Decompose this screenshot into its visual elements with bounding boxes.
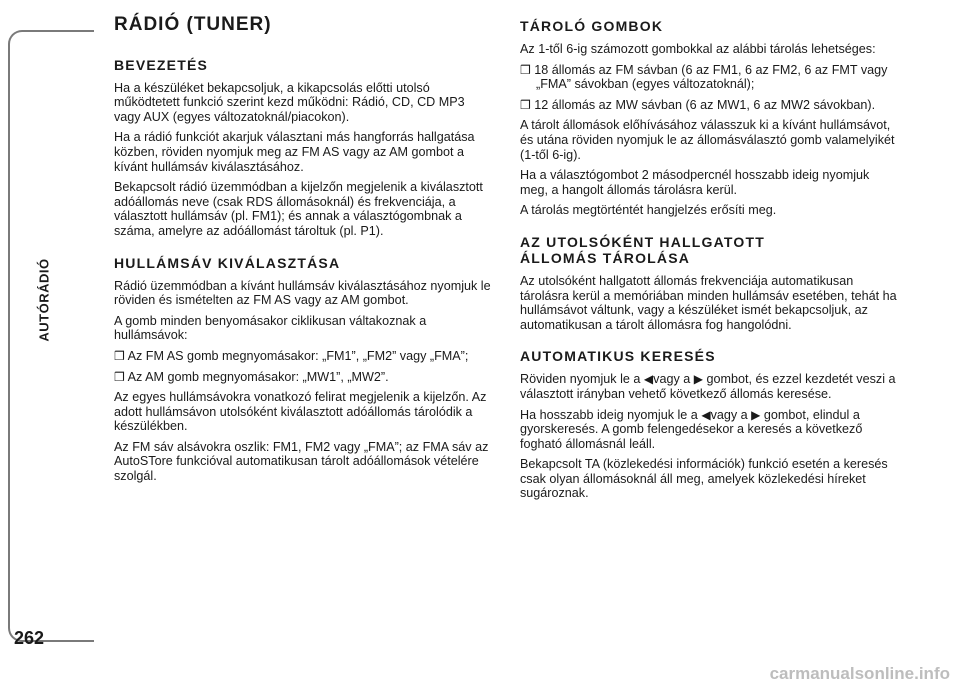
checkbox-bullet-icon: ❒ (520, 97, 531, 112)
store-paragraph-3: Ha a választógombot 2 másodpercnél hosszabb ideig nyomjuk meg, a hangolt állomás tárolásra kerül. (520, 168, 870, 197)
band-bullet-2: ❒ Az AM gomb megnyomásakor: „MW1”, „MW2”. (114, 369, 389, 384)
checkbox-bullet-icon: ❒ (520, 62, 531, 77)
band-paragraph-4: Az FM sáv alsávokra oszlik: FM1, FM2 vagy „FMA”; az FMA sáv az AutoSTore funkcióval automatikusan tárolt adóállomások vételére szolgál. (114, 439, 489, 484)
left-arrow-icon: ◀ (701, 407, 711, 422)
right-arrow-icon: ▶ (693, 372, 703, 387)
auto-search-paragraph-2: Ha hosszabb ideig nyomjuk le a ◀vagy a ▶ gombot, elindul a gyorskeresés. A gomb felengedésekor a keresés a következő fogható állomásnál leáll. (520, 407, 863, 451)
intro-heading: BEVEZETÉS (114, 56, 209, 73)
page-title: RÁDIÓ (TUNER) (114, 14, 272, 35)
checkbox-bullet-icon: ❒ (114, 369, 125, 384)
store-bullet-2: ❒ 12 állomás az MW sávban (6 az MW1, 6 az MW2 sávokban). (520, 97, 876, 112)
page-number: 262 (14, 628, 45, 648)
store-paragraph-2: A tárolt állomások előhívásához válasszuk ki a kívánt hullámsávot, és utána röviden nyomjuk le az állomásválasztó gomb valamelyikét (1-től 6-ig). (520, 118, 895, 162)
store-paragraph-4: A tárolás megtörténtét hangjelzés erősíti meg. (520, 203, 777, 218)
last-station-heading: AZ UTOLSÓKÉNT HALLGATOTT ÁLLOMÁS TÁROLÁSA (520, 233, 766, 266)
last-station-paragraph: Az utolsóként hallgatott állomás frekvenciája automatikusan tárolásra kerül a memóriában minden hullámsáv esetében, tehát ha hullámsávot váltunk, vagy a készüléket ismét bekapcsoljuk, az automatikusan a tárolt állomásra fog hangolódni. (520, 273, 897, 332)
right-column (520, 18, 898, 507)
band-heading: HULLÁMSÁV KIVÁLASZTÁSA (114, 254, 341, 271)
intro-paragraph-1: Ha a készüléket bekapcsoljuk, a kikapcsolás előtti utolsó működtetett funkció szerint kezd működni: Rádió, CD, CD MP3 vagy AUX (egyes változatoknál/piacokon). (114, 80, 465, 124)
store-bullet-1: ❒ 18 állomás az FM sávban (6 az FM1, 6 az FM2, 6 az FMT vagy „FMA” sávokban (egyes változatoknál); (520, 62, 888, 92)
auto-search-paragraph-3: Bekapcsolt TA (közlekedési információk) funkció esetén a keresés csak olyan állomásoknál áll meg, amelyek közlekedési híreket sugároznak. (520, 457, 888, 501)
checkbox-bullet-icon: ❒ (114, 348, 125, 363)
chapter-label: AUTÓRÁDIÓ (36, 258, 52, 342)
left-column (114, 14, 492, 490)
auto-search-paragraph-1: Röviden nyomjuk le a ◀vagy a ▶ gombot, és ezzel kezdetét veszi a választott irányban vehető következő állomás keresése. (520, 372, 896, 401)
intro-paragraph-3: Bekapcsolt rádió üzemmódban a kijelzőn megjelenik a kiválasztott adóállomás neve (csak RDS állomásoknál) és frekvenciája, a választott hullámsáv (pl. FM1); és annak a választógombnak a száma, amelyre az adóállomást tároltuk (pl. P1). (114, 180, 483, 238)
band-bullet-1: ❒ Az FM AS gomb megnyomásakor: „FM1”, „FM2” vagy „FMA”; (114, 348, 469, 363)
band-paragraph-1: Rádió üzemmódban a kívánt hullámsáv kiválasztásához nyomjuk le röviden és ismételten az FM AS vagy az AM gombot. (114, 278, 491, 308)
store-heading: TÁROLÓ GOMBOK (520, 18, 664, 34)
intro-paragraph-2: Ha a rádió funkciót akarjuk választani más hangforrás hallgatása közben, röviden nyomjuk meg az FM AS vagy az AM gombot a kívánt hullámsáv kiválasztásához. (114, 130, 475, 174)
band-paragraph-3: Az egyes hullámsávokra vonatkozó felirat megjelenik a kijelzőn. Az adott hullámsávon utolsóként kiválasztott adóállomás tárolódik a készülékben. (114, 390, 487, 434)
right-arrow-icon: ▶ (751, 407, 761, 422)
auto-search-heading: AUTOMATIKUS KERESÉS (520, 348, 716, 365)
band-paragraph-2: A gomb minden benyomásakor ciklikusan váltakoznak a hullámsávok: (114, 313, 427, 343)
store-paragraph-1: Az 1-től 6-ig számozott gombokkal az alábbi tárolás lehetséges: (520, 42, 876, 56)
left-arrow-icon: ◀ (643, 372, 654, 387)
watermark: carmanualsonline.info (769, 664, 950, 683)
